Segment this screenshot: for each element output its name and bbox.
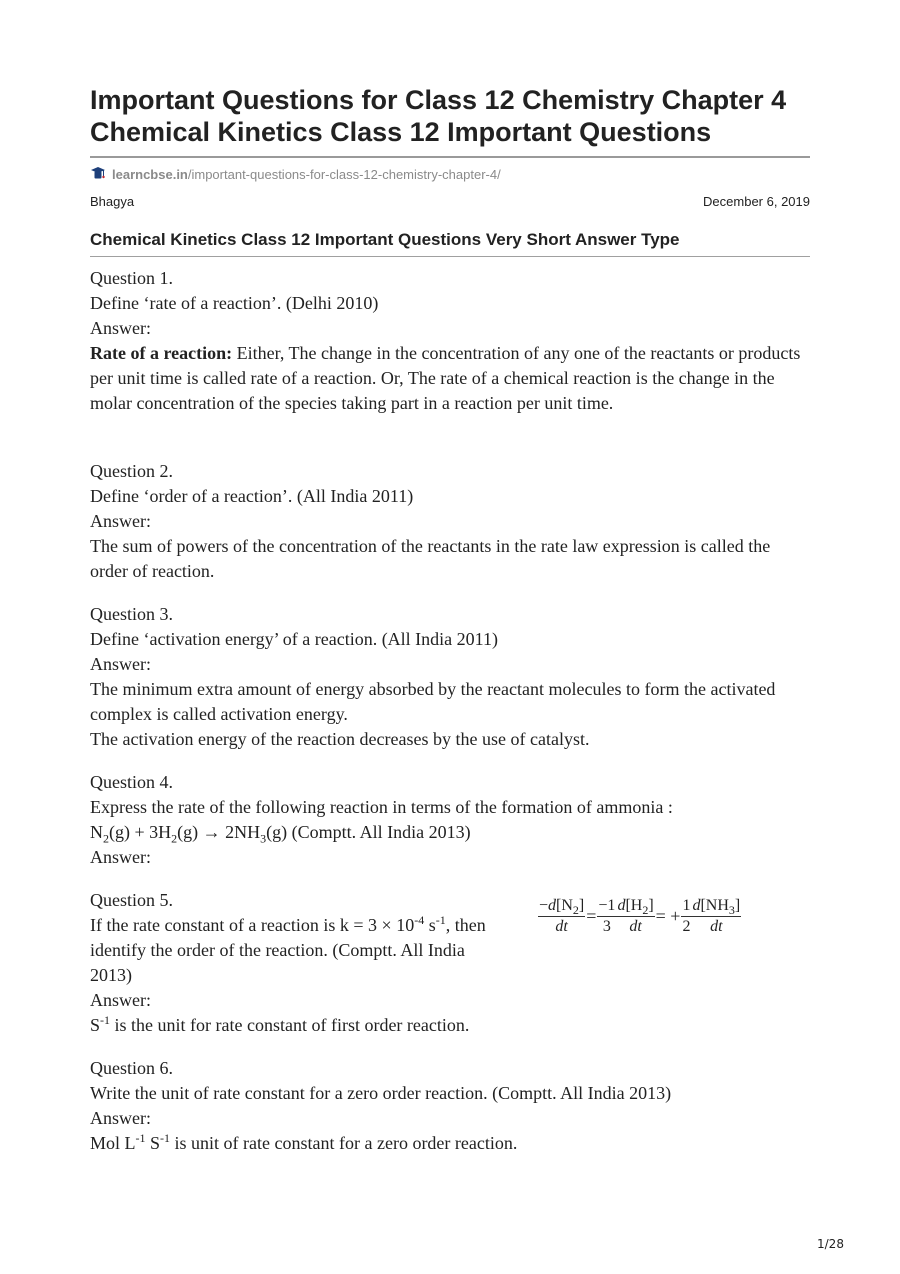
answer-label: Answer: <box>90 1108 151 1128</box>
question-label: Question 6. <box>90 1058 173 1078</box>
question-block-2 <box>90 459 810 584</box>
section-heading: Chemical Kinetics Class 12 Important Questions Very Short Answer Type <box>90 230 680 249</box>
question-text: Define ‘activation energy’ of a reaction. (All India 2011) <box>90 629 498 649</box>
fraction-n2: $\frac{-d[N_2]}{dt}$ <box>539 897 585 935</box>
coefficient-1: $\frac{-1}{3}$ <box>598 897 616 935</box>
question-block-4 <box>90 770 810 870</box>
answer-text: $S^{-1}$ is the unit for rate constant of first order reaction. <box>90 1013 470 1035</box>
question-block-1 <box>90 266 810 416</box>
source-domain: learncbse.in <box>112 166 188 182</box>
publish-date: December 6, 2019 <box>703 194 810 209</box>
article-meta <box>90 194 810 209</box>
answer-label: Answer: <box>90 990 151 1010</box>
page-title: Important Questions for Class 12 Chemistry Chapter 4 Chemical Kinetics Class 12 Important Questions <box>90 85 787 147</box>
answer-term: Rate of a reaction: <box>90 343 233 363</box>
question-label: Question 3. <box>90 604 173 624</box>
question-label: Question 2. <box>90 461 173 481</box>
answer-label: Answer: <box>90 511 151 531</box>
section-divider <box>90 256 810 257</box>
answer-label: Answer: <box>90 318 151 338</box>
fraction-h2: $\frac{d[H_2]}{dt}$ <box>617 897 654 935</box>
answer-label: Answer: <box>90 847 151 867</box>
source-link[interactable] <box>90 165 501 183</box>
question-text: Express the rate of the following reaction in terms of the formation of ammonia : <box>90 797 673 817</box>
question-text: Define ‘rate of a reaction’. (Delhi 2010) <box>90 293 379 313</box>
answer-text: The sum of powers of the concentration of the reactants in the rate law expression is called the order of reaction. <box>90 536 771 581</box>
reaction-equation: $N_2(g) + 3H_2(g) \to 2NH_3(g)$ (Comptt. All India 2013) <box>90 822 471 846</box>
answer-text: Mol $L^{-1}$ $S^{-1}$ is unit of rate constant for a zero order reaction. <box>90 1131 518 1153</box>
question-block-3 <box>90 602 810 752</box>
author: Bhagya <box>90 194 135 209</box>
answer-text: Rate of a reaction: Either, The change in the concentration of any one of the reactants or products per unit time is called rate of a reaction. Or, The rate of a chemical reaction is the change in the molar concentration of the species taking part in a reaction per unit time. <box>90 343 801 413</box>
title-divider <box>90 156 810 158</box>
rate-equation-image: $\frac{-d[N_2]}{dt}$ = $\frac{-1}{3}$ $\frac{d[H_2]}{dt}$ = + $\frac{1}{2}$ $\frac{d[NH_3]}{dt}$ <box>539 897 741 935</box>
question-block-5 <box>90 888 510 1038</box>
fraction-nh3: $\frac{d[NH_3]}{dt}$ <box>692 897 741 935</box>
answer-label: Answer: <box>90 654 151 674</box>
question-label: Question 5. <box>90 890 173 910</box>
question-text: If the rate constant of a reaction is $k = 3 \times 10^{-4}$ $s^{-1}$, then identify the order of the reaction. (Comptt. All India 2013) <box>90 913 486 985</box>
page-number: 1/28 <box>817 1237 844 1251</box>
answer-text: The minimum extra amount of energy absorbed by the reactant molecules to form the activated complex is called activation energy. <box>90 679 776 724</box>
answer-text-2: The activation energy of the reaction decreases by the use of catalyst. <box>90 729 590 749</box>
coefficient-2: $\frac{1}{2}$ <box>682 897 691 935</box>
source-path: /important-questions-for-class-12-chemistry-chapter-4/ <box>187 166 501 182</box>
question-label: Question 1. <box>90 268 173 288</box>
question-text: Write the unit of rate constant for a zero order reaction. (Comptt. All India 2013) <box>90 1083 672 1103</box>
question-label: Question 4. <box>90 772 173 792</box>
question-text: Define ‘order of a reaction’. (All India 2011) <box>90 486 414 506</box>
graduation-cap-icon <box>90 166 106 182</box>
question-block-6 <box>90 1056 810 1156</box>
